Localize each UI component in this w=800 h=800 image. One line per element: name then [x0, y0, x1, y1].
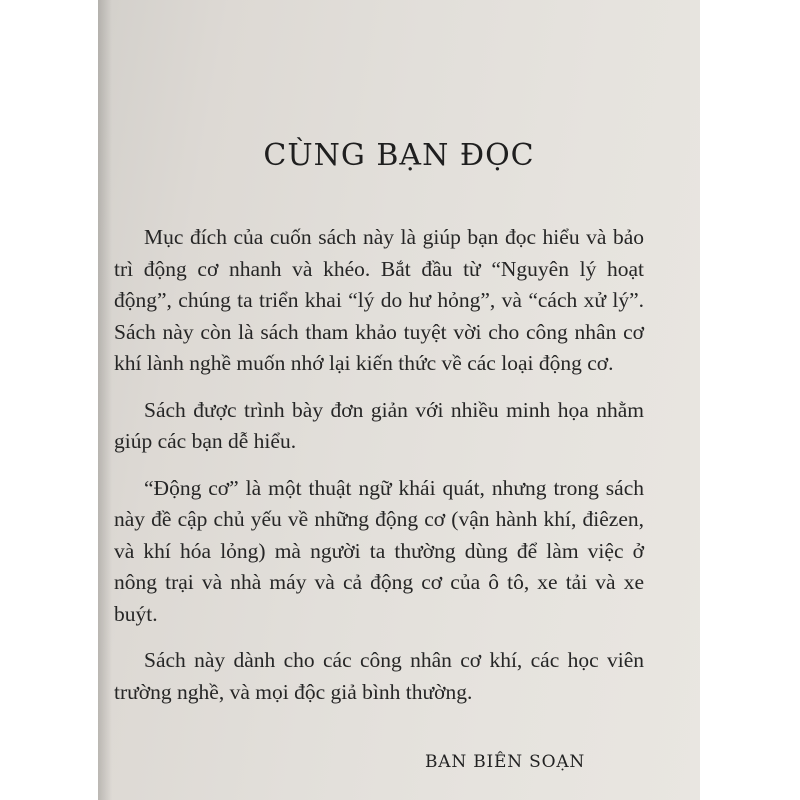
- book-page: [98, 0, 700, 800]
- paragraph-purpose: Mục đích của cuốn sách này là giúp bạn đọc hiểu và bảo trì động cơ nhanh và khéo. Bắt đầu từ “Nguyên lý hoạt động”, chúng ta triển khai “lý do hư hỏng”, và “cách xử lý”. Sách này còn là sách tham khảo tuyệt vời cho công nhân cơ khí lành nghề muốn nhớ lại kiến thức về các loại động cơ.: [114, 225, 644, 375]
- editorial-signature: BAN BIÊN SOẠN: [425, 752, 586, 772]
- paragraph-audience: Sách này dành cho các công nhân cơ khí, các học viên trường nghề, và mọi độc giả bình thường.: [114, 648, 644, 704]
- paragraph-engine-scope: “Động cơ” là một thuật ngữ khái quát, nhưng trong sách này đề cập chủ yếu về những động cơ (vận hành khí, điêzen, và khí hóa lỏng) mà người ta thường dùng để làm việc ở nông trại và nhà máy và cả động cơ của ô tô, xe tải và xe buýt.: [114, 475, 644, 626]
- page-gutter-shadow: [98, 0, 112, 800]
- paragraph-presentation: Sách được trình bày đơn giản với nhiều minh họa nhằm giúp các bạn dễ hiểu.: [114, 397, 644, 453]
- page-body: [114, 222, 644, 723]
- page-title: CÙNG BẠN ĐỌC: [263, 138, 535, 173]
